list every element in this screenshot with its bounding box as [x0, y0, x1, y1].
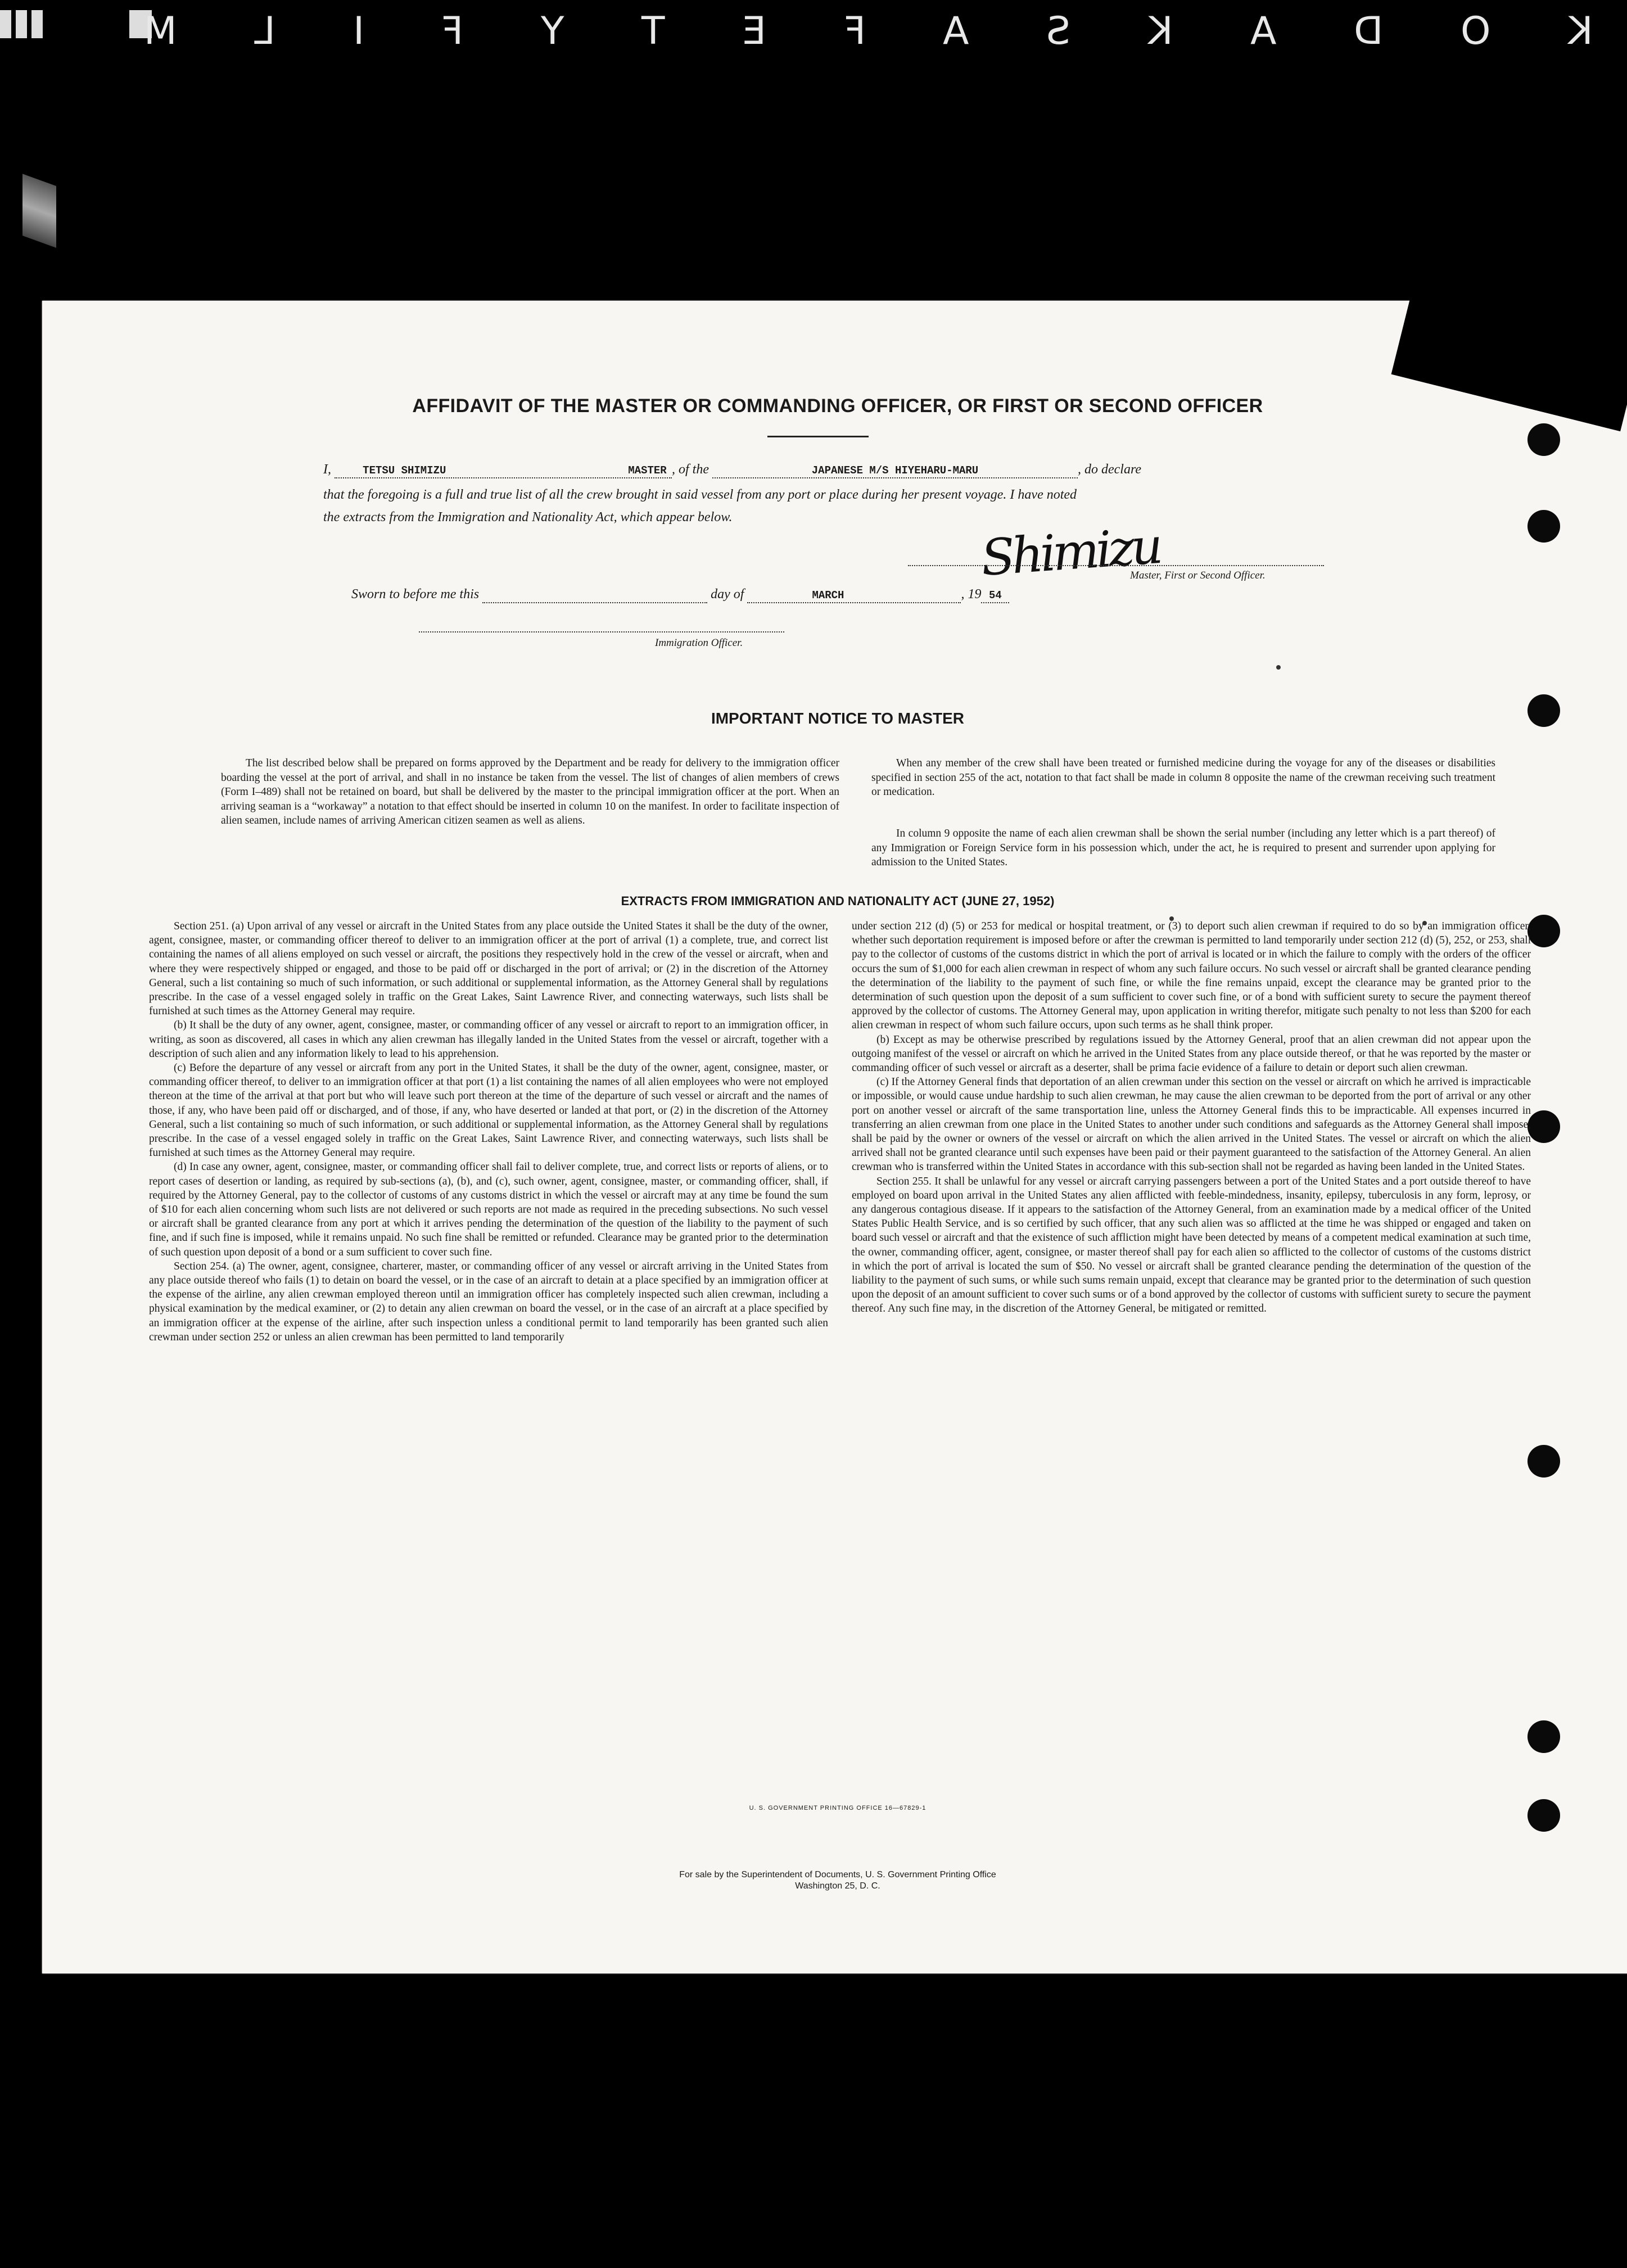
film-edge-text — [0, 0, 1627, 62]
notice-right-paragraph-1: When any member of the crew shall have been treated or furnished medicine during the voyage for any of the diseases or disabilities specified in section 255 of the act, notation to that fact shall be made in column 8 opposite the name of the crewman receiving such treatment or medication. — [871, 757, 1495, 798]
film-edge-letter: E — [739, 8, 767, 53]
signature-line — [908, 565, 1324, 566]
vessel-name-field — [712, 464, 1078, 478]
extract-paragraph: (d) In case any owner, agent, consignee, master, or commanding officer shall fail to deliver complete, true, and correct lists or reports of aliens, or to report cases of desertion or landing, as required by sub-sections (a), (b), and (c), such owner, agent, consignee, master, or commanding officer, shall, if required by the Attorney General, pay to the collector of customs of any customs district in which the vessel or aircraft may at any time be found the sum of $10 for each alien concerning whom such lists are not delivered or such reports are not made as required in the preceding subsections. No such vessel or aircraft shall be granted clearance from any port at which it arrives pending the determination of the question of the liability to the payment of such fine, and if such fine is imposed, while it remains unpaid. No such fine shall be remitted or refunded. Clearance may be granted prior to the determination of such question upon deposit of a bond or a sum sufficient to cover such fine. — [149, 1161, 828, 1258]
declaration-line-2: that the foregoing is a full and true list of all the crew brought in said vessel from any port or place during her present voyage. I have noted — [323, 487, 1077, 502]
punch-hole — [1527, 1720, 1560, 1753]
declaration-line — [323, 458, 1391, 481]
punch-hole — [1527, 423, 1560, 456]
film-edge-letter: F — [438, 8, 464, 53]
film-edge-letter: D — [1350, 8, 1384, 53]
master-name-value: TETSU SHIMIZU — [363, 464, 446, 477]
document-sheet — [42, 301, 1627, 1973]
film-edge-letter: A — [1247, 8, 1277, 53]
punch-hole — [1527, 1110, 1560, 1143]
sworn-line — [351, 583, 1420, 606]
immigration-officer-caption: Immigration Officer. — [655, 637, 743, 649]
punch-hole — [1527, 915, 1560, 947]
punch-hole — [1527, 1445, 1560, 1478]
extract-paragraph: (b) It shall be the duty of any owner, agent, consignee, master, or commanding officer of any vessel or aircraft to report to an immigration officer, in writing, as soon as discovered, all cases in which any alien crewman has illegally landed in the United States from the vessel or aircraft, together with a description of such alien and any information likely to lead to his apprehension. — [149, 1019, 828, 1060]
sale-line-1: For sale by the Superintendent of Documents, U. S. Government Printing Office — [679, 1870, 996, 1880]
film-edge-letter: Y — [537, 8, 564, 53]
film-edge-letter: F — [840, 8, 866, 53]
affidavit-title: AFFIDAVIT OF THE MASTER OR COMMANDING OFFICER, OR FIRST OR SECOND OFFICER — [412, 395, 1263, 417]
master-signature: Shimizu — [979, 517, 1162, 587]
sale-line-2: Washington 25, D. C. — [795, 1881, 880, 1891]
extract-paragraph: (b) Except as may be otherwise prescribed by regulations issued by the Attorney General, proof that an alien crewman did not appear upon the outgoing manifest of the vessel or aircraft on which he arrived in the United States from any place outside thereof, or that he was reported by the master or commanding officer of such vessel or aircraft as a deserter, shall be prima facie evidence of a failure to detain or deport such alien crewman. — [852, 1033, 1531, 1074]
printing-office-code: U. S. GOVERNMENT PRINTING OFFICE 16—67829-1 — [749, 1805, 927, 1811]
do-declare-label: , do declare — [1078, 462, 1142, 477]
extract-paragraph: Section 251. (a) Upon arrival of any vessel or aircraft in the United States from any place outside the United States it shall be the duty of the owner, agent, consignee, master, or commanding officer thereof to deliver to an immigration officer at the port of arrival (1) a complete, true, and correct list containing the names of all aliens employed on such vessel or aircraft, the positions they respectively hold in the crew of the vessel or aircraft, when and where they were respectively shipped or engaged, and those to be paid off or discharged in the port of arrival; or (2) in the discretion of the Attorney General, such a list containing so much of such information, or such additional or supplemental information, as the Attorney General shall by regulations prescribe. In the case of a vessel engaged solely in traffic on the Great Lakes, Saint Lawrence River, and connecting waterways, such lists shall be furnished at such times as the Attorney General may require. — [149, 920, 828, 1018]
master-name-field — [335, 464, 672, 478]
sworn-label: Sworn to before me this — [351, 587, 480, 602]
year-prefix: , 19 — [961, 587, 982, 602]
film-edge-letter: K — [1145, 8, 1173, 53]
extracts-left-column — [149, 919, 828, 1344]
notice-right-paragraph-2: In column 9 opposite the name of each alien crewman shall be shown the serial number (including any letter which is a part thereof) of any Immigration or Foreign Service form in his possession which, under the act, he is required to present and surrender upon applying for admission to the United States. — [871, 828, 1495, 868]
film-edge-letter: A — [939, 8, 969, 53]
film-edge-letter: S — [1043, 8, 1071, 53]
notice-left-paragraph: The list described below shall be prepared on forms approved by the Department and be ready for delivery to the immigration officer boarding the vessel at the port of arrival, and shall in no instance be taken from the vessel. The list of changes of alien members of crews (Form I–489) shall not be retained on board, but shall be delivered by the master to the principal immigration officer at the port. When an arriving seaman is a “workaway” a notation to that effect should be inserted in column 10 on the manifest. In order to facilitate inspection of alien seamen, include names of arriving American citizen seamen as well as aliens. — [221, 757, 839, 826]
of-the-label: , of the — [672, 462, 709, 477]
day-of-label: day of — [711, 587, 744, 602]
film-edge-letter: M — [141, 8, 177, 53]
punch-hole — [1527, 510, 1560, 543]
extract-paragraph: under section 212 (d) (5) or 253 for medical or hospital treatment, or (3) to deport such alien crewman if required to do so by an immigration officer, whether such deportation requirement is imposed before or after the crewman is permitted to land temporarily under section 212 (d) (5), 252, or 253, shall pay to the collector of customs of the customs district in which the port of arrival is located or in which the failure to comply with the orders of the officer occurs the sum of $1,000 for each alien crewman in respect of whom any such failure occurs. No such vessel or aircraft shall be granted clearance pending the determination of the liability to the payment of such fine, or while the fine remains unpaid, except the clearance may be granted prior to the determination of such question upon the deposit of a sum sufficient to cover such fine, or of a bond with sufficient surety to secure the payment thereof approved by the collector of customs. The Attorney General may, upon application in writing therefor, mitigate such penalty to not less than $200 for each alien crewman in respect of whom such failure occurs, upon such terms as he shall think proper. — [852, 920, 1531, 1032]
day-field — [482, 589, 707, 603]
paper-scrap — [22, 174, 56, 248]
extract-paragraph: (c) If the Attorney General finds that deportation of an alien crewman under this section on the vessel or aircraft on which he arrived is impracticable or impossible, or would cause undue hardship to such alien crewman, he may cause the alien crewman to be deported from the port of arrival or any other port on another vessel or aircraft of the same transportation line, unless the Attorney General finds this to be impracticable. All expenses incurred in transferring an alien crewman from one place in the United States to another under such conditions and safeguards as the Attorney General shall impose, shall be paid by the owner or owners of the vessel or aircraft on which the alien arrived in the United States. The vessel or aircraft on which the alien arrived shall not be granted clearance until such expenses have been paid or their payment guaranteed to the satisfaction of the Attorney General. An alien crewman who is transferred within the United States in accordance with this sub-section shall not be regarded as having been landed in the United States. — [852, 1076, 1531, 1173]
film-edge-letter: O — [1457, 8, 1491, 53]
notice-title: IMPORTANT NOTICE TO MASTER — [711, 710, 965, 727]
extracts-right-column — [852, 919, 1531, 1316]
signature-caption: Master, First or Second Officer. — [1130, 570, 1266, 581]
i-label: I, — [323, 462, 331, 477]
extract-paragraph: Section 255. It shall be unlawful for any vessel or aircraft carrying passengers between a port of the United States and a port outside thereof to have employed on board upon arrival in the United States any alien afflicted with feeble-mindedness, insanity, epilepsy, tuberculosis in any form, leprosy, or any dangerous contagious disease. If it appears to the satisfaction of the Attorney General, from an examination made by a medical officer of the United States Public Health Service, and is so certified by such officer, that any such alien was so afflicted at the time he was shipped or engaged and taken on board such vessel or aircraft and that the existence of such affliction might have been detected by means of a competent medical examination at such time, the owner, commanding officer, agent, consignee, or master thereof shall pay for each alien so afflicted to the collector of customs of the customs district in which the port of arrival is located the sum of $50. No vessel or aircraft shall be granted clearance pending the determination of the question of the liability to the payment of such sums, or while such sums remain unpaid, except that clearance may be granted prior to the determination of such question upon the deposit of an amount sufficient to cover such sums or of a bond approved by the collector of customs with sufficient surety to secure the payment thereof. Any such fine may, in the discretion of the Attorney General, be mitigated or remitted. — [852, 1175, 1531, 1315]
extracts-title: EXTRACTS FROM IMMIGRATION AND NATIONALITY ACT (JUNE 27, 1952) — [621, 894, 1055, 908]
master-rank-value: MASTER — [628, 464, 667, 477]
title-divider — [767, 436, 869, 437]
declaration-line-3: the extracts from the Immigration and Nationality Act, which appear below. — [323, 510, 733, 525]
extract-paragraph: (c) Before the departure of any vessel or aircraft from any port in the United States, it shall be the duty of the owner, agent, consignee, master, or commanding officer thereof, to deliver to an immigration officer at that port (1) a list containing the names of all alien employees who were not employed thereon at the time of the arrival at that port but who will leave such port thereon at the time of the departure of such vessel or aircraft and the names of those, if any, who have been paid off or discharged, and of those, if any, who have deserted or landed at that port, or (2) in the discretion of the Attorney General, such a list containing so much of such information, or such additional or supplemental information, as the Attorney General shall by regulations prescribe. In the case of a vessel engaged solely in traffic on the Great Lakes, Saint Lawrence River, and connecting waterways, such lists shall be furnished at such times as the Attorney General may require. — [149, 1062, 828, 1159]
immigration-officer-line — [419, 631, 784, 632]
film-edge-letter: T — [638, 8, 665, 53]
month-value: MARCH — [812, 589, 844, 602]
year-field — [981, 589, 1009, 603]
vessel-name-value: JAPANESE M/S HIYEHARU-MARU — [811, 464, 979, 477]
year-value: 54 — [989, 589, 1002, 602]
film-edge-letter: L — [251, 8, 276, 53]
film-edge-letter: K — [1565, 8, 1593, 53]
extract-paragraph: Section 254. (a) The owner, agent, consignee, charterer, master, or commanding officer of any vessel or aircraft arriving in the United States from any place outside thereof who fails (1) to detain on board the vessel, or in the case of an aircraft to detain at a place specified by an immigration officer at the expense of the airline, any alien crewman employed thereon until an immigration officer has completely inspected such alien crewman, including a physical examination by the medical examiner, or (2) to detain any alien crewman on board the vessel, or in the case of an aircraft at a place specified by an immigration officer at the expense of the airline, after such inspection unless a conditional permit to land temporarily has been granted such alien crewman under section 252 or unless an alien crewman has been permitted to land temporarily — [149, 1260, 828, 1343]
sale-notice — [42, 1869, 1627, 1892]
film-edge-letter: I — [349, 8, 364, 53]
ink-speck — [1276, 665, 1281, 670]
month-field — [747, 589, 961, 603]
punch-hole — [1527, 1799, 1560, 1832]
